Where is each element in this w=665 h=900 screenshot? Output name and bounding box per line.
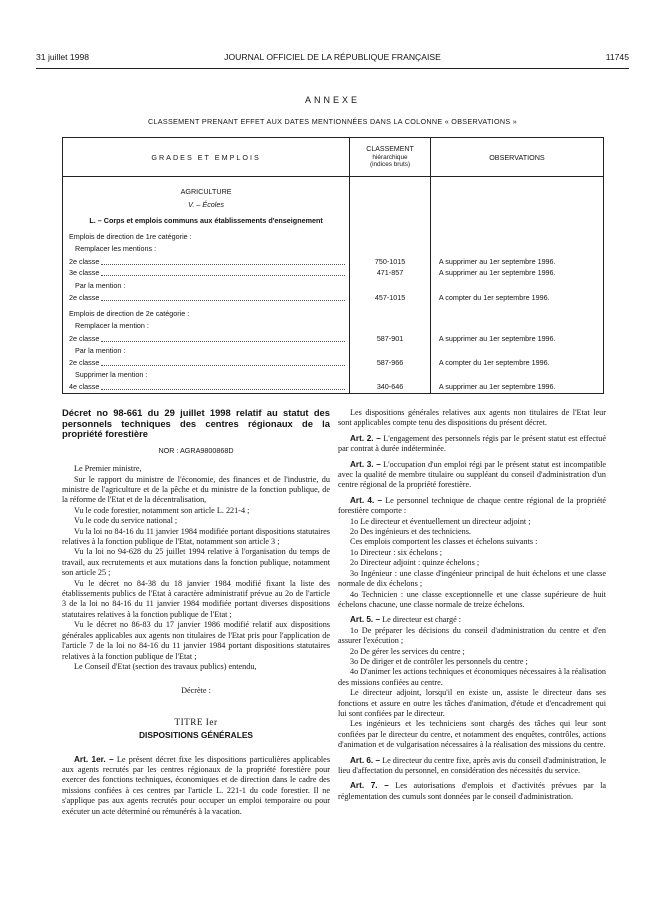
annex-title: ANNEXE	[304, 95, 360, 105]
list-item: 1o De préparer les décisions du conseil d'administration du centre et d'en assurer l'exécution ;	[338, 625, 606, 646]
observation-value: A supprimer au 1er septembre 1996.	[438, 334, 556, 343]
dot-leader	[101, 300, 345, 301]
paragraph: Les dispositions générales relatives aux agents non titulaires de l'Etat leur sont applicables compte tenu des dispositions du présent décret.	[338, 408, 606, 428]
grade-row-label: 4e classe	[69, 382, 100, 391]
grade-row-label: Remplacer les mentions :	[75, 244, 157, 253]
paragraph: Ces emplois comportent les classes et échelons suivants :	[350, 537, 538, 547]
list-item: 4o Technicien : une classe exceptionnelle et une classe supérieure de huit échelons chacune, une classe normale de treize échelons.	[338, 589, 606, 609]
paragraph: Le directeur adjoint, lorsqu'il en existe un, assiste le directeur dans ses fonctions et assure en outre les tâches d'animation, d'étude et d'encadrement qui lui sont confiées par le directeur.	[338, 688, 606, 718]
dispositions-heading: DISPOSITIONS GÉNÉRALES	[138, 730, 253, 741]
subsection-label: V. – Écoles	[188, 200, 224, 209]
table-body-row	[63, 177, 604, 394]
list-item: 2o De gérer les services du centre ;	[350, 646, 465, 656]
article-6: Art. 6. – Le directeur du centre fixe, après avis du conseil d'administration, le lieu d'affectation du personnel, en considération des nécessités du service.	[338, 755, 606, 775]
list-item: 1o Le directeur et éventuellement un directeur adjoint ;	[350, 516, 531, 526]
dot-leader	[101, 365, 345, 366]
observation-value: A compter du 1er septembre 1996.	[438, 358, 550, 367]
observation-value: A supprimer au 1er septembre 1996.	[438, 268, 556, 277]
indice-value: 340-646	[376, 382, 404, 391]
dot-leader	[101, 275, 345, 276]
article-1: Art. 1er. – Le présent décret fixe les dispositions particulières applicables aux agents recrutés par les centres régionaux de la propriété forestière pour exercer des fonctions techniques, économiques et de direction dans le cadre des missions confiées à ces centres par l'article L. 221-1 du code forestier. Il ne s'applique pas aux agents recrutés pour occuper un emploi temporaire ou pour exécuter un acte déterminé ou rémunérés à la vacation.	[62, 754, 331, 816]
article-4: Art. 4. – Le personnel technique de chaque centre régional de la propriété forestière comporte :	[338, 495, 606, 516]
paragraph: Vu la loi no 84-16 du 11 janvier 1984 modifiée portant dispositions statutaires relatives à la fonction publique de l'Etat, notamment son article 3 ;	[62, 526, 330, 547]
list-item: 3o Ingénieur : une classe d'ingénieur principal de huit échelons et une classe normale de dix échelons ;	[338, 568, 606, 589]
dot-leader	[101, 389, 345, 390]
paragraph: Le Premier ministre,	[74, 464, 142, 474]
nor-reference: NOR : AGRA9800868D	[158, 445, 234, 455]
left-column	[62, 408, 330, 817]
grade-row-label: 2e classe	[69, 293, 100, 302]
titre-heading: TITRE Ier	[174, 716, 218, 727]
grade-row-label: 2e classe	[69, 257, 100, 266]
observation-value: A compter du 1er septembre 1996.	[438, 293, 550, 302]
header-observations: OBSERVATIONS	[430, 138, 603, 177]
list-item: 2o Directeur adjoint : quinze échelons ;	[350, 558, 480, 568]
journal-title: JOURNAL OFFICIEL DE LA RÉPUBLIQUE FRANÇAISE	[224, 52, 441, 62]
dot-leader	[101, 341, 345, 342]
article-2: Art. 2. – L'engagement des personnels régis par le présent statut est effectué par contrat à durée indéterminée.	[338, 433, 606, 454]
paragraph: Le Conseil d'Etat (section des travaux publics) entendu,	[74, 661, 257, 671]
list-item: 1o Directeur : six échelons ;	[350, 547, 443, 557]
header-rule	[36, 68, 629, 69]
list-item: 3o De diriger et de contrôler les personnels du centre ;	[350, 656, 528, 666]
observation-value: A supprimer au 1er septembre 1996.	[438, 382, 556, 391]
grade-row-label: 2e classe	[69, 334, 100, 343]
grades-column	[63, 177, 350, 394]
paragraph: Vu le décret no 84-38 du 18 janvier 1984 modifié fixant la liste des établissements publics de l'Etat à caractère administratif prévue au 2o de l'article 3 de la loi no 84-16 du 11 janvier 1984 modifiée portant diverses dispositions statutaires relatives à la fonction publique de l'Etat ;	[62, 578, 330, 619]
paragraph: Vu le décret no 86-83 du 17 janvier 1986 modifié relatif aux dispositions générales applicables aux agents non titulaires de l'Etat pris pour l'application de l'article 7 de la loi no 84-16 du 11 janvier 1984 portant dispositions statutaires relatives à la fonction publique de l'Etat ;	[62, 620, 330, 661]
header-grades: GRADES ET EMPLOIS	[63, 138, 350, 177]
header-classement: CLASSEMENT hiérarchique (indices bruts)	[350, 138, 431, 177]
classification-table	[62, 137, 604, 394]
indice-value: 587-966	[376, 358, 404, 367]
indice-value: 471-857	[376, 268, 404, 277]
observation-value: A supprimer au 1er septembre 1996.	[438, 257, 556, 266]
corps-label: L. – Corps et emplois communs aux établissements d'enseignement	[89, 216, 323, 225]
paragraph: Vu la loi no 94-628 du 25 juillet 1994 relative à l'organisation du temps de travail, aux recrutements et aux mutations dans la fonction publique, notamment son article 25 ;	[62, 547, 330, 578]
indices-column	[350, 177, 431, 394]
grade-row-label: 3e classe	[69, 268, 100, 277]
paragraph: Les ingénieurs et les techniciens sont chargés des tâches qui leur sont confiées par le directeur du centre, et notamment des enquêtes, contrôles, actions d'animation et de vulgarisation nécessaires à la réalisation des missions du centre.	[338, 719, 606, 750]
list-item: 4o D'animer les actions techniques et économiques nécessaires à la réalisation des missions confiées au centre.	[338, 667, 606, 687]
section-label: AGRICULTURE	[180, 187, 232, 196]
dot-leader	[101, 264, 345, 265]
header-date: 31 juillet 1998	[36, 52, 90, 62]
paragraph: Sur le rapport du ministre de l'économie, des finances et de l'industrie, du ministre de l'agriculture et de la pêche et du ministre de la fonction publique, de la réforme de l'Etat et de la décentralisation,	[62, 474, 330, 505]
grade-row-label: 2e classe	[69, 358, 100, 367]
decrete-label: Décrète :	[181, 686, 211, 696]
paragraph: Vu le code du service national ;	[74, 516, 178, 526]
grade-row-label: Emplois de direction de 2e catégorie :	[69, 309, 190, 318]
page-header	[36, 52, 629, 66]
grade-row-label: Par la mention :	[75, 281, 126, 290]
grade-row-label: Remplacer la mention :	[75, 321, 149, 330]
grade-row-label: Supprimer la mention :	[75, 370, 148, 379]
decree-title: Décret no 98-661 du 29 juillet 1998 relatif au statut des personnels techniques des centres régionaux de la propriété forestière	[62, 407, 330, 440]
page-number: 11745	[605, 52, 629, 62]
paragraph: Vu le code forestier, notamment son article L. 221-4 ;	[74, 505, 250, 515]
grade-row-label: Par la mention :	[75, 346, 126, 355]
indice-value: 750-1015	[374, 257, 406, 266]
article-7: Art. 7. – Les autorisations d'emplois et d'activités prévues par la réglementation des cumuls sont données par le conseil d'administration.	[338, 781, 606, 801]
observations-column	[430, 177, 603, 394]
table-header-row	[63, 138, 604, 177]
grade-row-label: Emplois de direction de 1re catégorie :	[69, 232, 192, 241]
annex-subtitle: CLASSEMENT PRENANT EFFET AUX DATES MENTIONNÉES DANS LA COLONNE « OBSERVATIONS »	[147, 117, 518, 126]
indice-value: 457-1015	[374, 293, 406, 302]
list-item: 2o Des ingénieurs et des techniciens.	[350, 527, 471, 537]
indice-value: 587-901	[376, 334, 404, 343]
article-3: Art. 3. – L'occupation d'un emploi régi par le présent statut est incompatible avec la qualité de membre titulaire ou suppléant du conseil d'administration d'un centre régional de la propriété forestière.	[338, 459, 606, 490]
right-column	[338, 408, 606, 802]
article-5: Art. 5. – Le directeur est chargé :	[350, 615, 462, 625]
